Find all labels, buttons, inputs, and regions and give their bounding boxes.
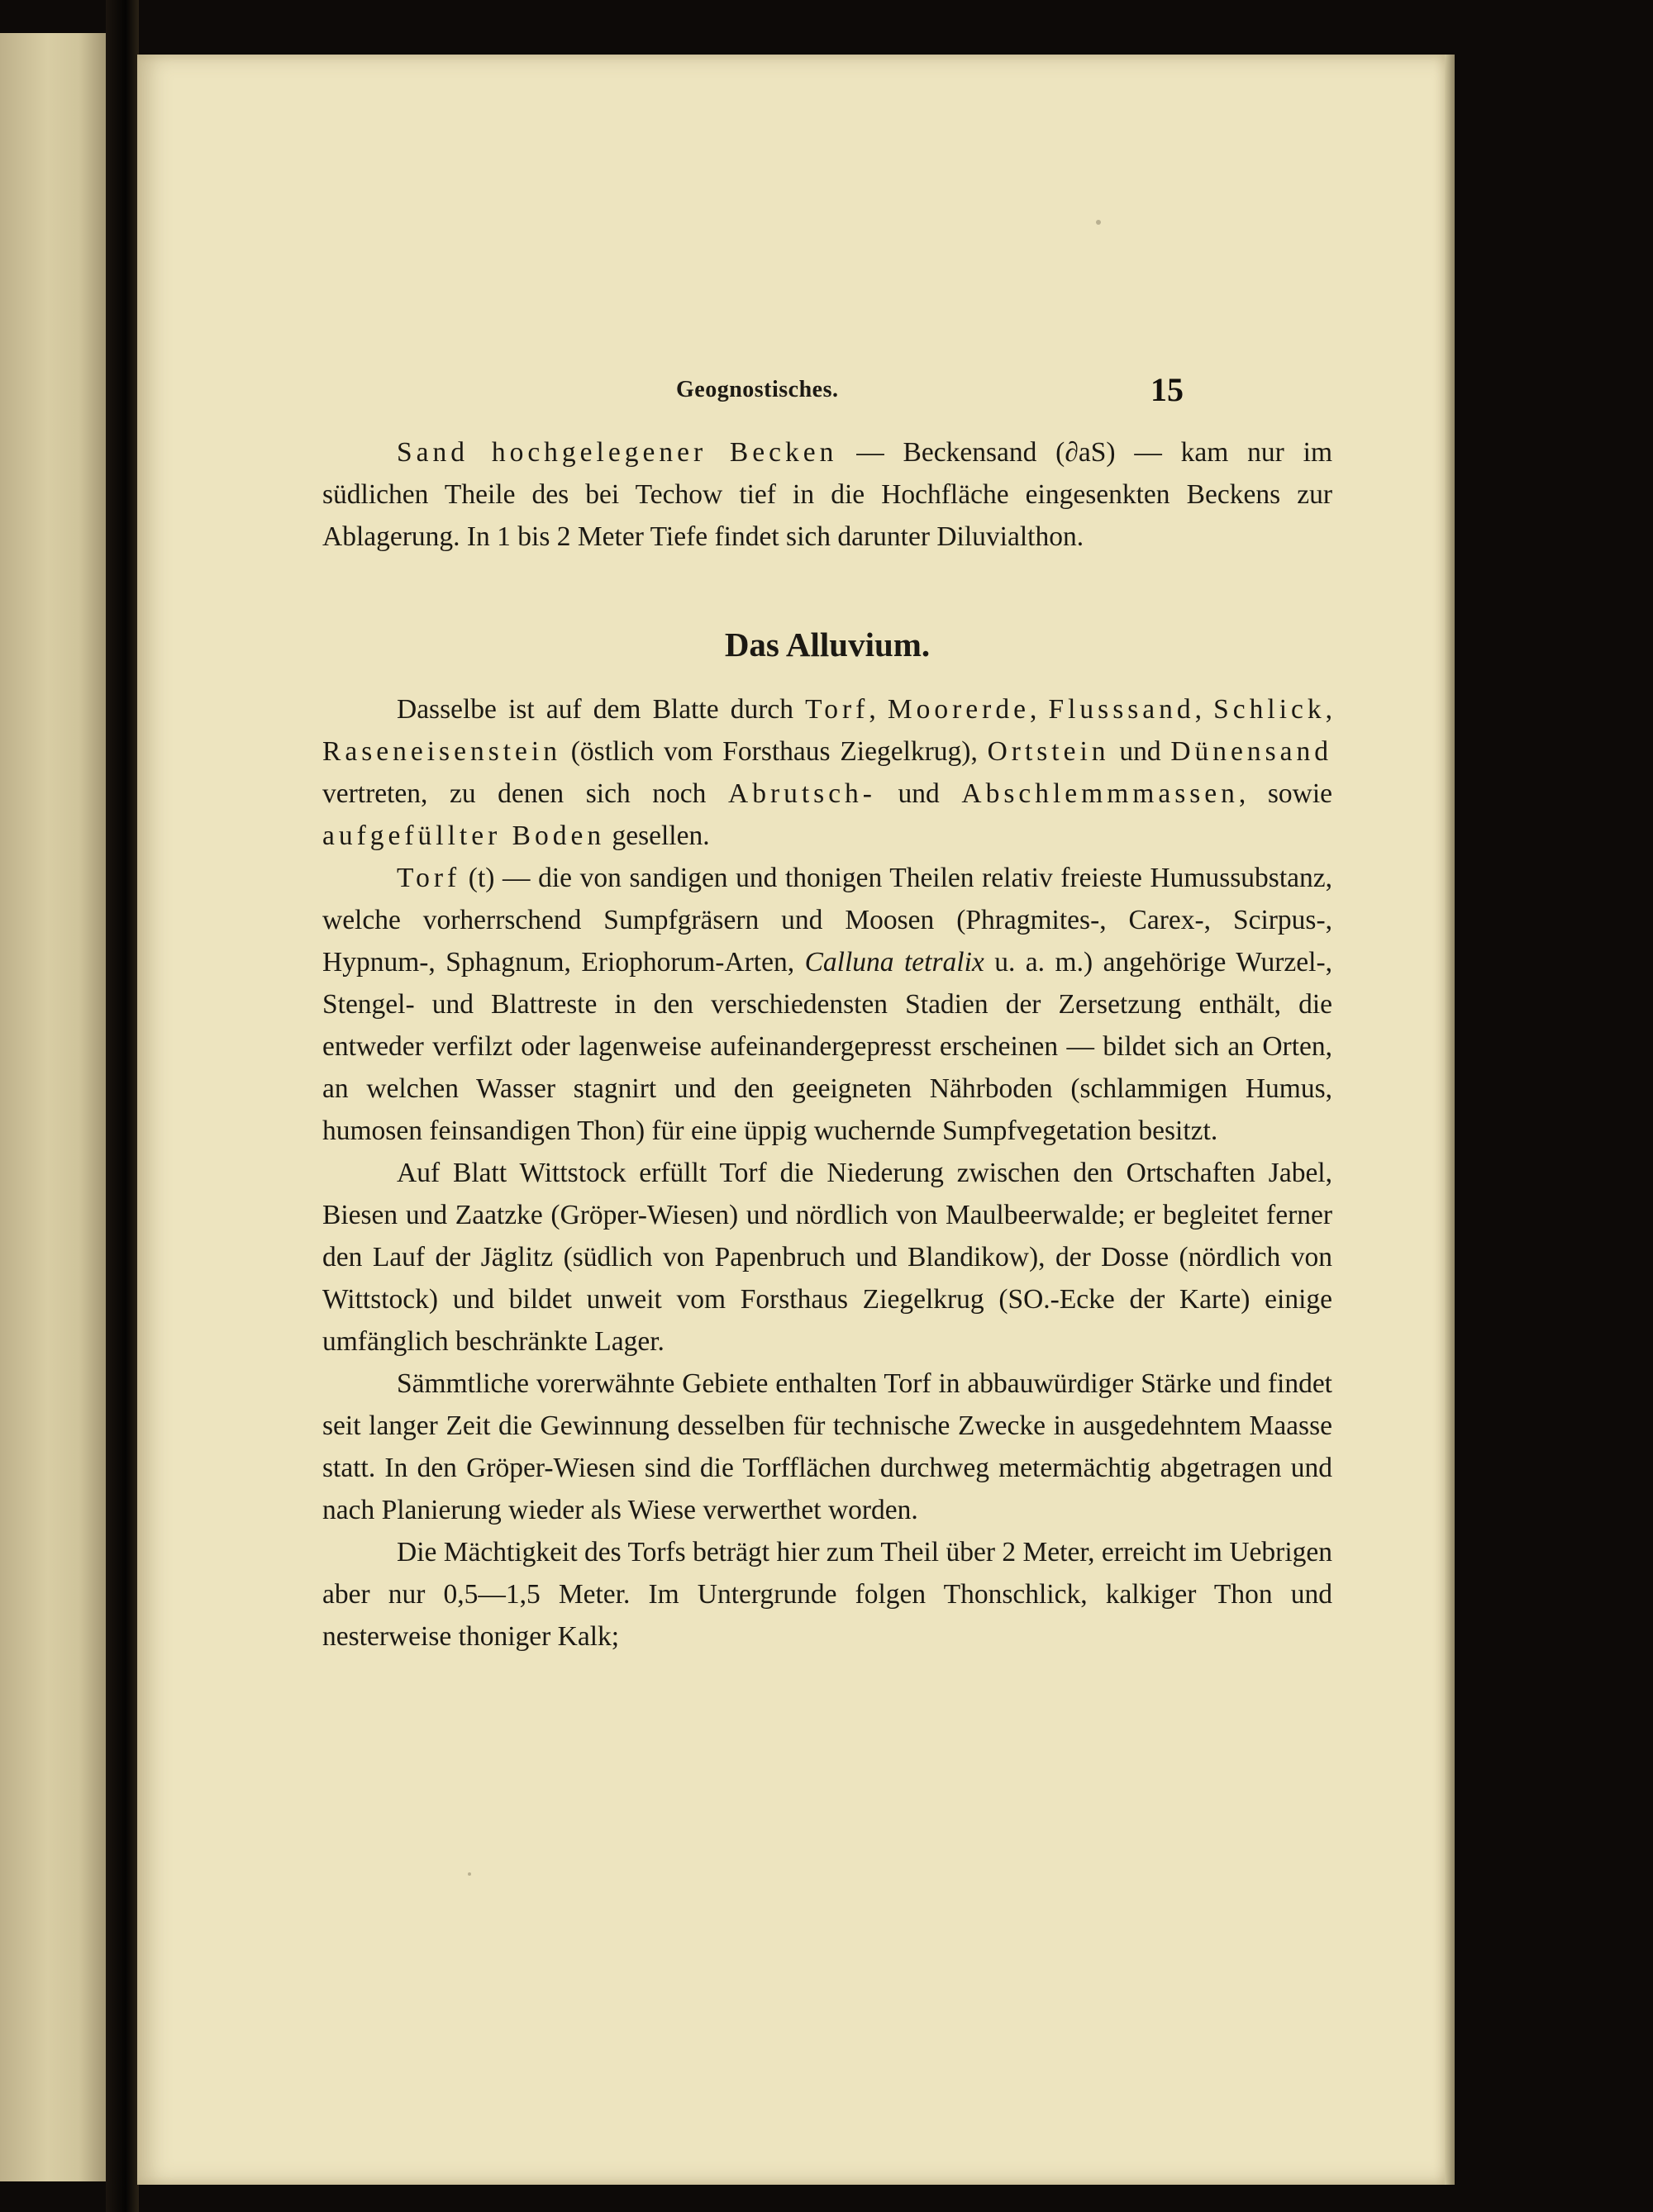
spaced-term: Ortstein — [987, 736, 1110, 767]
page-number: 15 — [1150, 371, 1184, 408]
spaced-term: Abrutsch- — [728, 778, 876, 809]
spaced-term: Torf — [805, 694, 869, 725]
spaced-term: Moorerde — [887, 694, 1030, 725]
text-run: , — [869, 694, 876, 725]
text-run: (östlich vom Forsthaus Ziegelkrug), — [570, 736, 978, 767]
text-run: , — [1029, 694, 1037, 725]
paragraph-torf-thickness: Die Mächtigkeit des Torfs beträgt hier zum Theil über 2 Meter, erreicht im Uebrigen aber nur 0,5—1,5 Meter. Im Untergrunde folgen Thonschlick, kalkiger Thon und nesterweise thoniger Kalk; — [322, 1537, 1332, 1652]
paragraph-text: — Beckensand (∂aS) — kam nur im südlichen Theile des bei Techow tief in die Hochfläche eingesenkten Beckens zur Ablagerung. In 1 bis 2 Meter Tiefe findet sich darunter Diluvialthon. — [322, 437, 1332, 552]
paragraph-alluvium-overview — [322, 688, 1332, 857]
text-run: , sowie — [1238, 778, 1332, 809]
spaced-term: Schlick — [1213, 694, 1326, 725]
text-run: vertreten, zu denen sich noch — [322, 778, 707, 809]
text-run: u. a. m.) angehörige Wurzel-, Stengel- und Blattreste in den verschiedensten Stadien der Zersetzung enthält, die entweder verfilzt oder lagenweise aufeinandergepresst erscheinen — bildet sich an Orten, an welchen Wasser stagnirt und den geeigneten Nährboden (schlammigen Humus, humosen feinsandigen Thon) für eine üppig wuchernde Sumpfvegetation besitzt. — [322, 947, 1333, 1146]
section-heading: Das Alluvium. — [724, 626, 931, 664]
text-run: und — [898, 778, 940, 809]
paper-speck — [468, 1872, 471, 1876]
page-body — [322, 431, 1332, 1658]
text-run: (t) — die von sandigen und thonigen Theilen relativ freieste Humussubstanz, welche vorherrschend Sumpfgräsern und Moosen (Phragmites-, Carex-, Scirpus-, Hypnum-, Sphagnum, Eriophorum-Arten, — [322, 863, 1333, 978]
spaced-term: Abschlemmmassen — [961, 778, 1239, 809]
paragraph-torf-extraction: Sämmtliche vorerwähnte Gebiete enthalten Torf in abbauwürdiger Stärke und findet seit langer Zeit die Gewinnung desselben für technische Zwecke in ausgedehntem Maasse statt. In den Gröper-Wiesen sind die Torfflächen durchweg metermächtig abgetragen und nach Planierung wieder als Wiese verwerthet worden. — [322, 1368, 1332, 1525]
spaced-term: Torf — [397, 863, 461, 893]
text-run: gesellen. — [612, 821, 710, 851]
spaced-term: Sand hochgelegener Becken — [397, 437, 838, 468]
paragraph-torf-definition — [322, 857, 1332, 1152]
spaced-term: Flusssand — [1048, 694, 1195, 725]
running-head — [137, 371, 1445, 418]
paragraph-beckensand — [322, 431, 1332, 558]
paragraph-torf-locations: Auf Blatt Wittstock erfüllt Torf die Niederung zwischen den Ortschaften Jabel, Biesen und Zaatzke (Gröper-Wiesen) und nördlich von Maulbeerwalde; er begleitet ferner den Lauf der Jäglitz (südlich von Papenbruch und Blandikow), der Dosse (nördlich von Wittstock) und bildet unweit vom Forsthaus Ziegelkrug (SO.-Ecke der Karte) einige umfänglich beschränkte Lager. — [322, 1158, 1332, 1357]
text-run: Dasselbe ist auf dem Blatte durch — [397, 694, 794, 725]
spaced-term: Dünensand — [1170, 736, 1333, 767]
paper-speck — [1096, 220, 1101, 225]
text-run: und — [1119, 736, 1161, 767]
text-run: , — [1194, 694, 1203, 725]
running-head-title: Geognostisches. — [676, 377, 839, 402]
italic-species-name: Calluna tetralix — [804, 947, 984, 978]
spaced-term: aufgefüllter Boden — [322, 821, 606, 851]
book-gutter — [106, 0, 139, 2212]
spaced-term: Raseneisenstein — [322, 736, 561, 767]
adjacent-page-edge — [0, 33, 106, 2181]
page-fore-edge — [1445, 55, 1455, 2185]
text-run: , — [1325, 694, 1333, 725]
book-page — [137, 55, 1445, 2185]
